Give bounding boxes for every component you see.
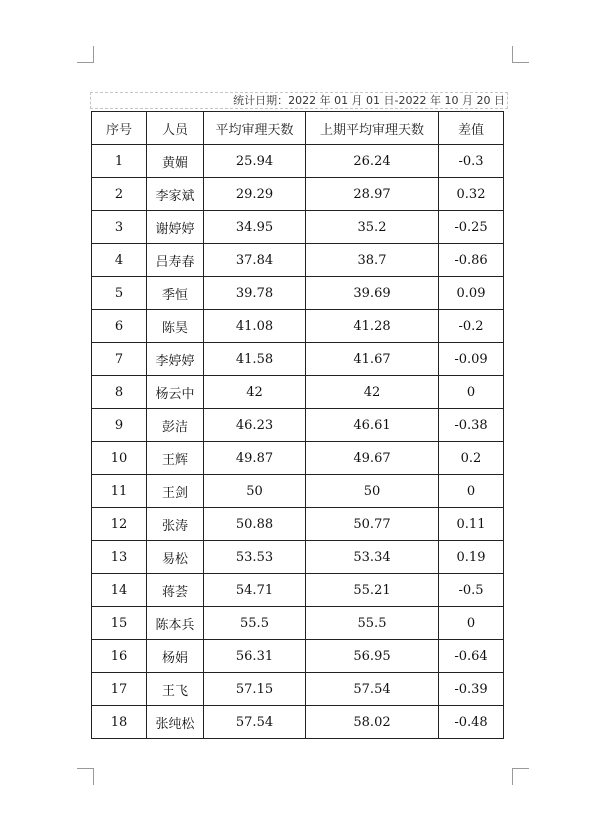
table-row — [92, 343, 504, 376]
cell-avg-days: 50 — [204, 475, 306, 508]
cell-person: 王剑 — [147, 475, 204, 508]
cell-difference: 0.11 — [439, 508, 504, 541]
cell-avg-days: 25.94 — [204, 145, 306, 178]
header-index: 序号 — [92, 112, 147, 145]
cell-prev-avg-days: 56.95 — [306, 640, 439, 673]
cell-person: 杨云中 — [147, 376, 204, 409]
cell-index: 15 — [92, 607, 147, 640]
table-row — [92, 574, 504, 607]
page-corner-mark-bottom-left — [77, 768, 94, 785]
cell-prev-avg-days: 39.69 — [306, 277, 439, 310]
cell-difference: 0.09 — [439, 277, 504, 310]
cell-index: 17 — [92, 673, 147, 706]
cell-index: 12 — [92, 508, 147, 541]
table-row — [92, 211, 504, 244]
table-row — [92, 541, 504, 574]
cell-avg-days: 39.78 — [204, 277, 306, 310]
cell-person: 张纯松 — [147, 706, 204, 739]
cell-difference: 0.19 — [439, 541, 504, 574]
cell-index: 11 — [92, 475, 147, 508]
header-person: 人员 — [147, 112, 204, 145]
cell-difference: -0.25 — [439, 211, 504, 244]
cell-avg-days: 42 — [204, 376, 306, 409]
statistics-date-range: 统计日期：2022 年 01 月 01 日-2022 年 10 月 20 日 — [90, 92, 508, 109]
cell-avg-days: 53.53 — [204, 541, 306, 574]
cell-avg-days: 41.58 — [204, 343, 306, 376]
cell-difference: 0 — [439, 475, 504, 508]
cell-avg-days: 41.08 — [204, 310, 306, 343]
cell-index: 18 — [92, 706, 147, 739]
cell-avg-days: 49.87 — [204, 442, 306, 475]
cell-prev-avg-days: 42 — [306, 376, 439, 409]
cell-person: 杨娟 — [147, 640, 204, 673]
page-corner-mark-bottom-right — [512, 768, 529, 785]
cell-person: 吕寿春 — [147, 244, 204, 277]
table-row — [92, 178, 504, 211]
table-row — [92, 442, 504, 475]
table-row — [92, 706, 504, 739]
cell-index: 5 — [92, 277, 147, 310]
cell-avg-days: 34.95 — [204, 211, 306, 244]
cell-prev-avg-days: 38.7 — [306, 244, 439, 277]
page-corner-mark-top-right — [512, 46, 529, 63]
table-row — [92, 508, 504, 541]
cell-avg-days: 54.71 — [204, 574, 306, 607]
cell-prev-avg-days: 28.97 — [306, 178, 439, 211]
cell-prev-avg-days: 26.24 — [306, 145, 439, 178]
cell-person: 王辉 — [147, 442, 204, 475]
cell-index: 2 — [92, 178, 147, 211]
cell-person: 陈本兵 — [147, 607, 204, 640]
cell-difference: 0 — [439, 607, 504, 640]
cell-difference: -0.39 — [439, 673, 504, 706]
cell-person: 陈昊 — [147, 310, 204, 343]
cell-difference: -0.38 — [439, 409, 504, 442]
cell-avg-days: 55.5 — [204, 607, 306, 640]
table-body — [92, 145, 504, 739]
table-row — [92, 277, 504, 310]
cell-person: 彭洁 — [147, 409, 204, 442]
cell-difference: -0.86 — [439, 244, 504, 277]
cell-prev-avg-days: 57.54 — [306, 673, 439, 706]
cell-prev-avg-days: 55.5 — [306, 607, 439, 640]
cell-index: 8 — [92, 376, 147, 409]
table-row — [92, 475, 504, 508]
cell-prev-avg-days: 53.34 — [306, 541, 439, 574]
page-corner-mark-top-left — [77, 46, 94, 63]
cell-difference: 0.32 — [439, 178, 504, 211]
cell-person: 李家斌 — [147, 178, 204, 211]
cell-person: 李婷婷 — [147, 343, 204, 376]
table-row — [92, 244, 504, 277]
cell-person: 季恒 — [147, 277, 204, 310]
cell-difference: -0.2 — [439, 310, 504, 343]
cell-difference: -0.64 — [439, 640, 504, 673]
cell-avg-days: 50.88 — [204, 508, 306, 541]
cell-avg-days: 29.29 — [204, 178, 306, 211]
cell-prev-avg-days: 50.77 — [306, 508, 439, 541]
cell-index: 6 — [92, 310, 147, 343]
cell-avg-days: 46.23 — [204, 409, 306, 442]
table-row — [92, 673, 504, 706]
cell-avg-days: 37.84 — [204, 244, 306, 277]
header-difference: 差值 — [439, 112, 504, 145]
cell-prev-avg-days: 41.67 — [306, 343, 439, 376]
cell-person: 王飞 — [147, 673, 204, 706]
cell-difference: -0.09 — [439, 343, 504, 376]
cell-index: 9 — [92, 409, 147, 442]
table-row — [92, 145, 504, 178]
cell-index: 1 — [92, 145, 147, 178]
cell-difference: -0.5 — [439, 574, 504, 607]
cell-avg-days: 57.15 — [204, 673, 306, 706]
cell-prev-avg-days: 35.2 — [306, 211, 439, 244]
table-row — [92, 409, 504, 442]
cell-prev-avg-days: 46.61 — [306, 409, 439, 442]
cell-difference: -0.48 — [439, 706, 504, 739]
cell-index: 10 — [92, 442, 147, 475]
table-row — [92, 376, 504, 409]
cell-index: 14 — [92, 574, 147, 607]
cell-index: 3 — [92, 211, 147, 244]
cell-prev-avg-days: 50 — [306, 475, 439, 508]
table-header-row — [92, 112, 504, 145]
cell-index: 16 — [92, 640, 147, 673]
header-avg-days: 平均审理天数 — [204, 112, 306, 145]
cell-person: 易松 — [147, 541, 204, 574]
header-prev-avg-days: 上期平均审理天数 — [306, 112, 439, 145]
cell-prev-avg-days: 41.28 — [306, 310, 439, 343]
cell-index: 4 — [92, 244, 147, 277]
cell-difference: 0 — [439, 376, 504, 409]
cell-index: 7 — [92, 343, 147, 376]
cell-prev-avg-days: 58.02 — [306, 706, 439, 739]
cell-person: 张涛 — [147, 508, 204, 541]
cell-avg-days: 56.31 — [204, 640, 306, 673]
table-row — [92, 640, 504, 673]
cell-prev-avg-days: 55.21 — [306, 574, 439, 607]
table-row — [92, 607, 504, 640]
cell-index: 13 — [92, 541, 147, 574]
review-days-table — [91, 111, 504, 739]
cell-prev-avg-days: 49.67 — [306, 442, 439, 475]
cell-avg-days: 57.54 — [204, 706, 306, 739]
cell-difference: 0.2 — [439, 442, 504, 475]
cell-person: 蒋荟 — [147, 574, 204, 607]
cell-person: 谢婷婷 — [147, 211, 204, 244]
cell-difference: -0.3 — [439, 145, 504, 178]
cell-person: 黄媚 — [147, 145, 204, 178]
table-row — [92, 310, 504, 343]
